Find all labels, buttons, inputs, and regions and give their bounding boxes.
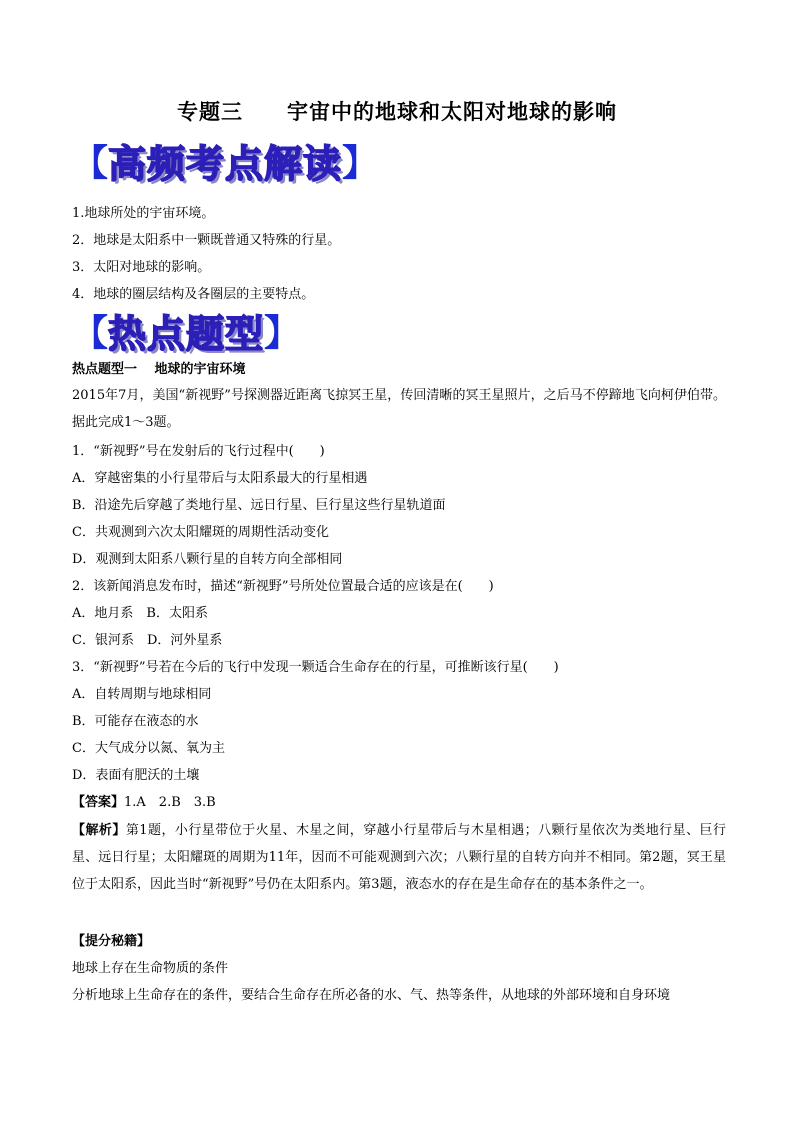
question-3-option-d: D．表面有肥沃的土壤 — [72, 768, 200, 783]
question-2-stem: 2．该新闻消息发布时，描述“新视野”号所处位置最合适的应该是在( ) — [72, 579, 494, 594]
question-1-option-a: A．穿越密集的小行星带后与太阳系最大的行星相遇 — [72, 471, 368, 486]
banner-key-points-text: 高频考点解读 — [108, 142, 343, 186]
banner-open-bracket: 【 — [72, 143, 109, 184]
analysis-label: 【解析】 — [72, 823, 126, 838]
question-2-options-cd: C．银河系 D．河外星系 — [72, 633, 223, 648]
banner-open-bracket: 【 — [72, 313, 109, 354]
banner-close-bracket: 】 — [264, 313, 301, 354]
banner-hot-topics — [72, 310, 300, 358]
question-3-option-b: B．可能存在液态的水 — [72, 714, 199, 729]
banner-key-points — [72, 140, 378, 188]
answer-line — [72, 795, 216, 811]
key-point-1: 1.地球所处的宇宙环境。 — [72, 206, 215, 221]
question-1-stem: 1．“新视野”号在发射后的飞行过程中( ) — [72, 444, 325, 459]
banner-hot-topics-text: 热点题型 — [108, 312, 265, 356]
question-3-stem: 3．“新视野”号若在今后的飞行中发现一颗适合生命存在的行星，可推断该行星( ) — [72, 660, 559, 675]
banner-close-bracket: 】 — [342, 143, 379, 184]
question-1-option-d: D．观测到太阳系八颗行星的自转方向全部相同 — [72, 552, 343, 567]
question-1-option-c: C．共观测到六次太阳耀斑的周期性活动变化 — [72, 525, 329, 540]
tips-text: 分析地球上生命存在的条件，要结合生命存在所必备的水、气、热等条件，从地球的外部环境和自身环境 — [72, 988, 671, 1003]
question-2-options-ab: A．地月系 B．太阳系 — [72, 606, 208, 621]
tips-label: 【提分秘籍】 — [72, 934, 151, 949]
page-title: 专题三 宇宙中的地球和太阳对地球的影响 — [177, 100, 617, 124]
section-heading: 热点题型一 地球的宇宙环境 — [72, 362, 246, 377]
intro-paragraph: 2015年7月，美国“新视野”号探测器近距离飞掠冥王星，传回清晰的冥王星照片，之后马不停蹄地飞向柯伊伯带。据此完成1～3题。 — [72, 388, 726, 430]
question-3-option-c: C．大气成分以氮、氧为主 — [72, 741, 225, 756]
answer-text: 1.A 2.B 3.B — [124, 795, 216, 810]
question-1-option-b: B．沿途先后穿越了类地行星、远日行星、巨行星这些行星轨道面 — [72, 498, 446, 513]
tips-title: 地球上存在生命物质的条件 — [72, 961, 229, 976]
answer-label: 【答案】 — [72, 795, 125, 810]
key-point-4: 4．地球的圈层结构及各圈层的主要特点。 — [72, 287, 315, 302]
analysis-text: 第1题，小行星带位于火星、木星之间，穿越小行星带后与木星相遇；八颗行星依次为类地行星、巨行星、远日行星；太阳耀斑的周期为11年，因而不可能观测到六次；八颗行星的自转方向并不相同。第2题，冥王星位于太阳系，因此当时“新视野”号仍在太阳系内。第3题，液态水的存在是生命存在的基本条件之一。 — [72, 823, 726, 892]
key-point-2: 2．地球是太阳系中一颗既普通又特殊的行星。 — [72, 233, 341, 248]
key-point-3: 3．太阳对地球的影响。 — [72, 260, 211, 275]
analysis-paragraph — [72, 817, 726, 898]
question-3-option-a: A．自转周期与地球相同 — [72, 687, 212, 702]
